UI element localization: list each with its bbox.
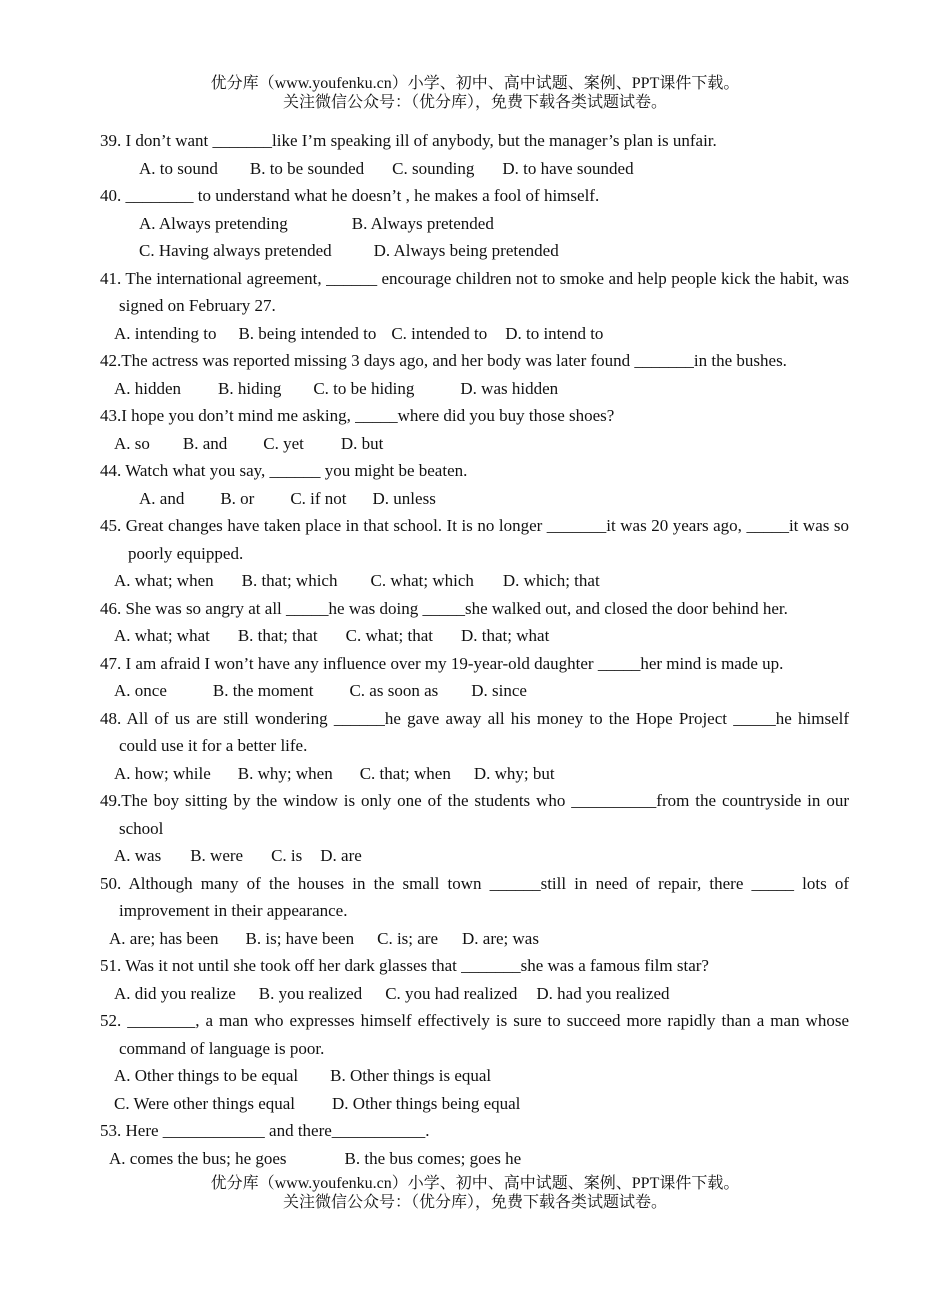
option-d[interactable]: D. why; but bbox=[473, 763, 555, 783]
option-a[interactable]: A. what; when bbox=[114, 571, 214, 590]
option-d[interactable]: D. Other things being equal bbox=[332, 1093, 521, 1113]
option-d[interactable]: D. which; that bbox=[502, 571, 600, 590]
question-45 bbox=[100, 512, 849, 595]
options-row bbox=[100, 1145, 849, 1173]
options-row bbox=[100, 375, 849, 403]
option-c[interactable]: C. that; when bbox=[359, 763, 451, 783]
options-row bbox=[100, 1062, 849, 1090]
question-stem: 48. All of us are still wondering ______he gave away all his money to the Hope Project _____he himself could use it for a better life. bbox=[100, 708, 849, 755]
option-b[interactable]: B. you realized bbox=[258, 983, 363, 1003]
question-46 bbox=[100, 595, 849, 650]
question-stem: 50. Although many of the houses in the small town ______still in need of repair, there _____ lots of improvement in their appearance. bbox=[100, 873, 849, 920]
options-row bbox=[100, 485, 849, 513]
options-row bbox=[100, 567, 849, 595]
option-c[interactable]: C. to be hiding bbox=[313, 378, 415, 398]
question-44 bbox=[100, 457, 849, 512]
option-d[interactable]: D. unless bbox=[372, 488, 436, 508]
question-stem: 42.The actress was reported missing 3 days ago, and her body was later found _______in the bushes. bbox=[100, 351, 787, 370]
option-b[interactable]: B. being intended to bbox=[238, 323, 377, 343]
option-c[interactable]: C. is; are bbox=[377, 928, 439, 948]
option-c[interactable]: C. Having always pretended bbox=[139, 241, 332, 260]
option-d[interactable]: D. since bbox=[471, 681, 527, 700]
options-row bbox=[100, 320, 849, 348]
question-43 bbox=[100, 402, 849, 457]
options-row bbox=[100, 677, 849, 705]
option-c[interactable]: C. what; that bbox=[345, 626, 433, 645]
option-d[interactable]: D. Always being pretended bbox=[373, 241, 559, 260]
option-a[interactable]: A. once bbox=[114, 681, 167, 700]
option-b[interactable]: B. that; that bbox=[237, 626, 318, 645]
options-row bbox=[100, 430, 849, 458]
option-b[interactable]: B. and bbox=[182, 433, 228, 453]
options-row bbox=[100, 925, 849, 953]
option-d[interactable]: D. was hidden bbox=[460, 378, 559, 398]
options-row bbox=[100, 980, 849, 1008]
option-c[interactable]: C. as soon as bbox=[349, 681, 439, 700]
option-c[interactable]: C. is bbox=[271, 846, 303, 865]
option-a[interactable]: A. was bbox=[114, 846, 162, 865]
question-stem: 46. She was so angry at all _____he was doing _____she walked out, and closed the door behind her. bbox=[100, 598, 788, 618]
option-b[interactable]: B. why; when bbox=[237, 763, 333, 783]
question-50 bbox=[100, 870, 849, 953]
options-row bbox=[100, 842, 849, 870]
option-d[interactable]: D. that; what bbox=[461, 626, 550, 645]
question-stem: 53. Here ____________ and there___________. bbox=[100, 1121, 430, 1140]
option-c[interactable]: C. Were other things equal bbox=[114, 1093, 296, 1113]
option-a[interactable]: A. hidden bbox=[114, 378, 182, 398]
question-48 bbox=[100, 705, 849, 788]
option-a[interactable]: A. Other things to be equal bbox=[114, 1066, 299, 1085]
option-a[interactable]: A. and bbox=[139, 488, 185, 508]
option-b[interactable]: B. that; which bbox=[241, 571, 338, 590]
page-footer bbox=[0, 1174, 950, 1212]
option-b[interactable]: B. is; have been bbox=[245, 928, 355, 948]
options-row bbox=[100, 622, 849, 650]
options-row bbox=[100, 237, 849, 265]
option-d[interactable]: D. are; was bbox=[462, 928, 539, 948]
option-a[interactable]: A. are; has been bbox=[109, 928, 219, 948]
option-b[interactable]: B. Always pretended bbox=[351, 213, 494, 233]
option-a[interactable]: A. Always pretending bbox=[139, 213, 288, 233]
option-c[interactable]: C. sounding bbox=[392, 158, 475, 178]
question-53 bbox=[100, 1117, 849, 1172]
option-c[interactable]: C. you had realized bbox=[385, 983, 518, 1003]
options-row bbox=[100, 210, 849, 238]
question-49 bbox=[100, 787, 849, 870]
question-42 bbox=[100, 347, 849, 402]
option-d[interactable]: D. to intend to bbox=[505, 323, 604, 343]
option-b[interactable]: B. or bbox=[220, 488, 255, 508]
option-a[interactable]: A. did you realize bbox=[114, 983, 236, 1003]
question-stem: 43.I hope you don’t mind me asking, _____where did you buy those shoes? bbox=[100, 406, 615, 425]
option-c[interactable]: C. yet bbox=[263, 433, 304, 453]
question-52 bbox=[100, 1007, 849, 1117]
question-51 bbox=[100, 952, 849, 1007]
question-stem: 45. Great changes have taken place in that school. It is no longer _______it was 20 years ago, _____it was so poorly equipped. bbox=[100, 516, 849, 563]
option-c[interactable]: C. if not bbox=[290, 488, 347, 508]
question-stem: 51. Was it not until she took off her dark glasses that _______she was a famous film star? bbox=[100, 956, 709, 975]
footer-line-1: 优分库（www.youfenku.cn）小学、初中、高中试题、案例、PPT课件下载。 bbox=[210, 1175, 740, 1192]
option-b[interactable]: B. Other things is equal bbox=[330, 1066, 492, 1085]
option-a[interactable]: A. so bbox=[114, 433, 150, 453]
option-a[interactable]: A. what; what bbox=[114, 626, 210, 645]
question-stem: 44. Watch what you say, ______ you might be beaten. bbox=[100, 461, 468, 480]
question-list bbox=[100, 127, 849, 1172]
option-d[interactable]: D. had you realized bbox=[536, 983, 670, 1003]
option-a[interactable]: A. comes the bus; he goes bbox=[109, 1148, 287, 1168]
option-a[interactable]: A. intending to bbox=[114, 323, 217, 343]
option-b[interactable]: B. the moment bbox=[212, 681, 314, 700]
question-stem: 47. I am afraid I won’t have any influence over my 19-year-old daughter _____her mind is made up. bbox=[100, 653, 784, 673]
question-47 bbox=[100, 650, 849, 705]
question-stem: 39. I don’t want _______like I’m speaking ill of anybody, but the manager’s plan is unfair. bbox=[100, 131, 717, 150]
options-row bbox=[100, 760, 849, 788]
option-b[interactable]: B. were bbox=[190, 846, 244, 865]
question-39 bbox=[100, 127, 849, 182]
header-line-1: 优分库（www.youfenku.cn）小学、初中、高中试题、案例、PPT课件下载。 bbox=[210, 75, 740, 92]
question-41 bbox=[100, 265, 849, 348]
option-a[interactable]: A. how; while bbox=[114, 763, 211, 783]
question-40 bbox=[100, 182, 849, 265]
question-stem: 49.The boy sitting by the window is only one of the students who __________from the countryside in our school bbox=[100, 791, 849, 838]
option-d[interactable]: D. are bbox=[320, 846, 362, 865]
option-b[interactable]: B. to be sounded bbox=[249, 158, 365, 178]
options-row bbox=[100, 1090, 849, 1118]
question-stem: 41. The international agreement, ______ encourage children not to smoke and help people kick the habit, was signed on February 27. bbox=[100, 268, 849, 315]
question-stem: 52. ________, a man who expresses himself effectively is sure to succeed more rapidly than a man whose command of language is poor. bbox=[100, 1011, 849, 1058]
option-c[interactable]: C. what; which bbox=[370, 571, 474, 590]
header-line-2: 关注微信公众号：（优分库），免费下载各类试题试卷。 bbox=[282, 94, 667, 111]
option-c[interactable]: C. intended to bbox=[391, 323, 488, 343]
question-stem: 40. ________ to understand what he doesn’t , he makes a fool of himself. bbox=[100, 186, 600, 205]
option-b[interactable]: B. the bus comes; goes he bbox=[344, 1148, 522, 1168]
options-row bbox=[100, 155, 849, 183]
page-header bbox=[0, 74, 950, 112]
option-b[interactable]: B. hiding bbox=[218, 378, 282, 398]
option-a[interactable]: A. to sound bbox=[139, 158, 218, 178]
option-d[interactable]: D. but bbox=[340, 433, 384, 453]
footer-line-2: 关注微信公众号：（优分库），免费下载各类试题试卷。 bbox=[282, 1194, 667, 1211]
option-d[interactable]: D. to have sounded bbox=[502, 158, 634, 178]
